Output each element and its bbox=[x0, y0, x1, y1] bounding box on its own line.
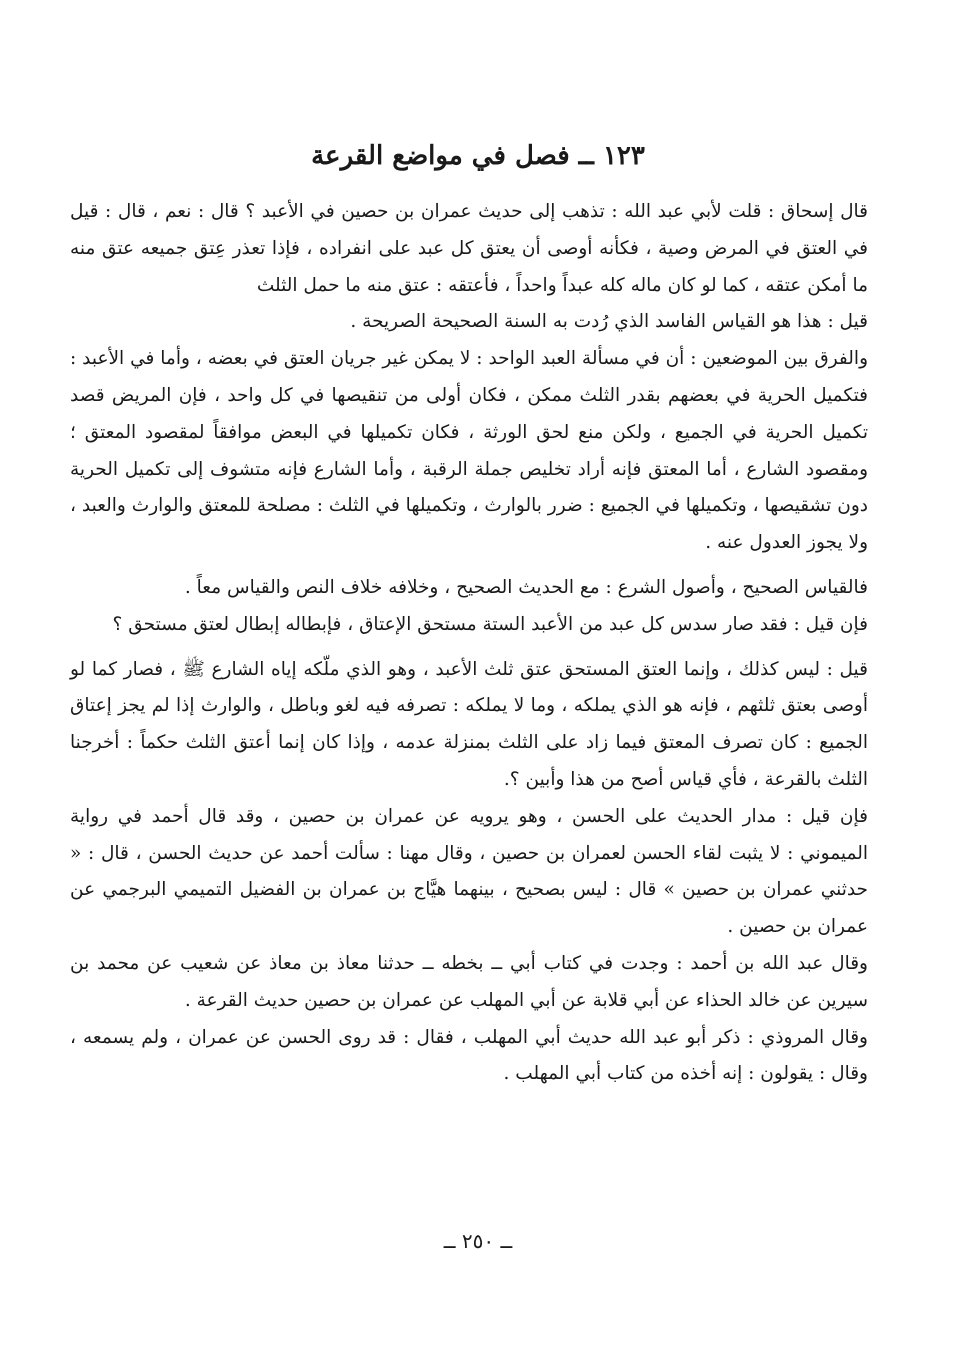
paragraph: فالقياس الصحيح ، وأصول الشرع : مع الحديث الصحيح ، وخلافه خلاف النص والقياس معاً . bbox=[184, 576, 868, 598]
body-text bbox=[70, 194, 868, 1093]
page-number: ــ ٢٥٠ ــ bbox=[443, 1229, 513, 1253]
chapter-title: ١٢٣ ــ فصل في مواضع القرعة bbox=[311, 141, 645, 171]
paragraph: فإن قيل : فقد صار سدس كل عبد من الأعبد الستة مستحق الإعتاق ، فإبطاله إبطال لعتق مستحق ؟ bbox=[112, 613, 868, 635]
paragraph: وقال المروذي : ذكر أبو عبد الله حديث أبي المهلب ، فقال : قد روى الحسن عن عمران ، ولم يسمعه ، وقال : يقولون : إنه أخذه من كتاب أبي المهلب . bbox=[70, 1026, 868, 1085]
paragraph: قال إسحاق : قلت لأبي عبد الله : تذهب إلى حديث عمران بن حصين في الأعبد ؟ قال : نعم ، قال : قيل في العتق في المرض وصية ، فكأنه أوصى أن يعتق كل عبد على انفراده ، فإذا تعذر عِتق جميعه عتق منه ما أمكن عتقه ، كما لو كان ماله كله عبداً واحداً ، فأعتقه : عتق منه ما حمل الثلث bbox=[70, 201, 868, 296]
paragraph: وقال عبد الله بن أحمد : وجدت في كتاب أبي ــ بخطه ــ حدثنا معاذ بن معاذ عن شعيب عن محمد بن سيرين عن خالد الحذاء عن أبي قلابة عن أبي المهلب عن عمران بن حصين حديث القرعة . bbox=[70, 952, 868, 1011]
paragraph: والفرق بين الموضعين : أن في مسألة العبد الواحد : لا يمكن غير جريان العتق في بعضه ، وأما في الأعبد : فتكميل الحرية في بعضهم بقدر الثلث ممكن ، فكان أولى من تنقيصها في كل واحد ، فإن المريض قصد تكميل الحرية في الجميع ، ولكن منع لحق الورثة ، فكان تكميلها في البعض موافقاً لمقصود المعتق ؛ ومقصود الشارع ، أما المعتق فإنه أراد تخليص جملة الرقبة ، وأما الشارع فإنه متشوف إلى تكميل الحرية دون تشقيصها ، وتكميلها في الجميع : ضرر بالوارث ، وتكميلها في الثلث : مصلحة للمعتق والوارث والعبد ، ولا يجوز العدول عنه . bbox=[70, 348, 868, 554]
paragraph: فإن قيل : مدار الحديث على الحسن ، وهو يرويه عن عمران بن حصين ، وقد قال أحمد في رواية الميموني : لا يثبت لقاء الحسن لعمران بن حصين ، وقال مهنا : سألت أحمد عن حديث الحسن ، قال : « حدثني عمران بن حصين » قال : ليس بصحيح ، بينهما هيَّاج بن عمران بن الفضيل التميمي البرجمي عن عمران بن حصين . bbox=[70, 805, 868, 938]
paragraph: قيل : ليس كذلك ، وإنما العتق المستحق عتق ثلث الأعبد ، وهو الذي ملّكه إياه الشارع ﷺ ، فصار كما لو أوصى بعتق ثلثهم ، فإنه هو الذي يملكه ، وما لا يملكه : تصرفه فيه لغو وباطل ، والوارث إذا لم يجز إعتاق الجميع : كان تصرف المعتق فيما زاد على الثلث بمنزلة عدمه ، وإذا كان إنما أعتق الثلث حكماً : أخرجنا الثلث بالقرعة ، فأي قياس أصح من هذا وأبين ؟. bbox=[70, 658, 868, 790]
paragraph: قيل : هذا هو القياس الفاسد الذي رُدت به السنة الصحيحة الصريحة . bbox=[350, 311, 868, 333]
